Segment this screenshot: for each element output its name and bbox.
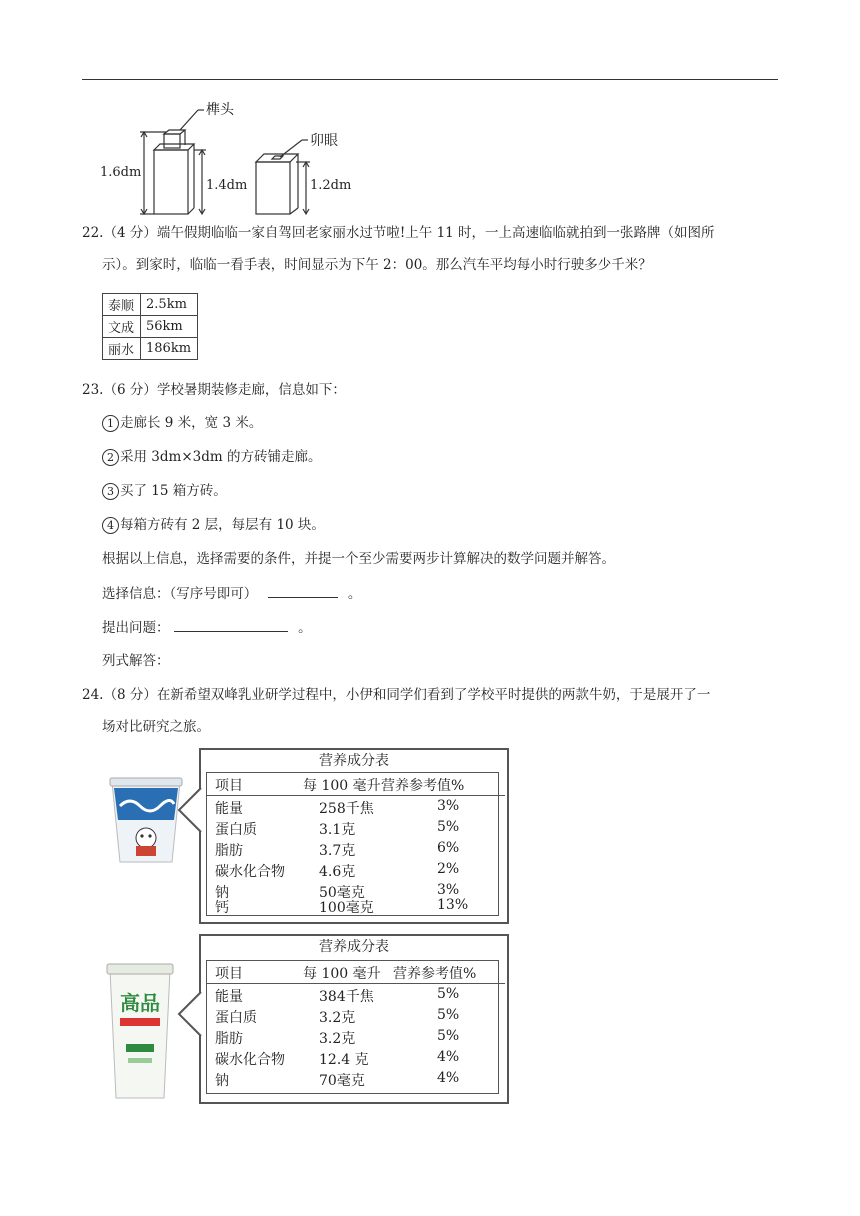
q22-line1: 22.（4 分）端午假期临临一家自驾回老家丽水过节啦!上午 11 时，一上高速临临就拍到一张路牌（如图所 <box>82 225 715 241</box>
table2-title: 营养成分表 <box>319 939 389 955</box>
q23-ask-line: 提出问题： 。 <box>102 617 312 638</box>
right-block <box>256 162 290 214</box>
speech-pointer <box>177 988 203 1040</box>
circled-number: 1 <box>102 415 119 432</box>
sign-place: 丽水 <box>103 338 141 360</box>
milk-cup-2-image <box>104 962 176 1104</box>
table2-body: 项目 每 100 毫升 营养参考值% 能量 384千焦 5% 蛋白质 3.2克 5% 脂肪 3.2克 5% 碳水化合物 12.4 克 4% 钠 70毫克 4% <box>206 960 499 1094</box>
sign-place: 泰顺 <box>103 294 141 316</box>
circled-number: 3 <box>102 483 119 500</box>
table1-title: 营养成分表 <box>319 753 389 769</box>
q23-item-2: 2 采用 3dm×3dm 的方砖铺走廊。 <box>102 447 321 467</box>
sign-place: 文成 <box>103 316 141 338</box>
sign-dist: 2.5km <box>141 294 198 316</box>
q24-line1: 24.（8 分）在新希望双峰乳业研学过程中，小伊和同学们看到了学校平时提供的两款牛奶，于是展开了一 <box>82 687 711 703</box>
q23-intro: 23.（6 分）学校暑期装修走廊，信息如下： <box>82 382 346 398</box>
q23-solve-label: 列式解答： <box>102 653 170 669</box>
q23-item-4: 4 每箱方砖有 2 层，每层有 10 块。 <box>102 515 325 535</box>
nutrition-panel-2 <box>199 934 509 1104</box>
cup2-brand: 高品 <box>120 991 160 1015</box>
left-block <box>154 150 188 214</box>
circled-number: 4 <box>102 517 119 534</box>
select-answer-blank[interactable] <box>268 583 338 598</box>
question-answer-blank[interactable] <box>174 617 288 632</box>
q23-item-1: 1 走廊长 9 米，宽 3 米。 <box>102 413 262 433</box>
milk-cup-1-image <box>106 776 186 868</box>
q23-item-3: 3 买了 15 箱方砖。 <box>102 481 227 501</box>
tenon <box>164 134 180 148</box>
circled-number: 2 <box>102 449 119 466</box>
height-label-1: 1.6dm <box>100 165 142 180</box>
sign-row <box>103 294 198 316</box>
table2-header: 项目 每 100 毫升 营养参考值% <box>207 963 505 984</box>
road-sign-table <box>102 293 198 360</box>
speech-pointer <box>177 784 203 836</box>
table1-body: 项目 每 100 毫升 营养参考值% 能量 258千焦 3% 蛋白质 3.1克 5% 脂肪 3.7克 6% 碳水化合物 4.6克 2% 钠 50毫克 3% 钙 100毫克 13% <box>206 772 499 916</box>
q23-select-line: 选择信息：（写序号即可） 。 <box>102 583 361 604</box>
tenon-mortise-figure <box>96 96 376 220</box>
sign-dist: 56km <box>141 316 198 338</box>
table1-header: 项目 每 100 毫升 营养参考值% <box>207 775 505 796</box>
nutrition-panel-1 <box>199 748 509 924</box>
q23-instruction: 根据以上信息，选择需要的条件，并提一个至少需要两步计算解决的数学问题并解答。 <box>102 551 615 567</box>
q24-line2: 场对比研究之旅。 <box>102 719 210 735</box>
height-label-3: 1.2dm <box>310 178 352 193</box>
sign-row <box>103 316 198 338</box>
sign-row <box>103 338 198 360</box>
q22-line2: 示）。到家时，临临一看手表，时间显示为下午 2：00。那么汽车平均每小时行驶多少千米？ <box>102 257 652 273</box>
header-rule <box>82 79 778 80</box>
height-label-2: 1.4dm <box>206 178 248 193</box>
sign-dist: 186km <box>141 338 198 360</box>
tenon-label: 榫头 <box>206 102 234 118</box>
mortise-label: 卯眼 <box>310 133 338 149</box>
